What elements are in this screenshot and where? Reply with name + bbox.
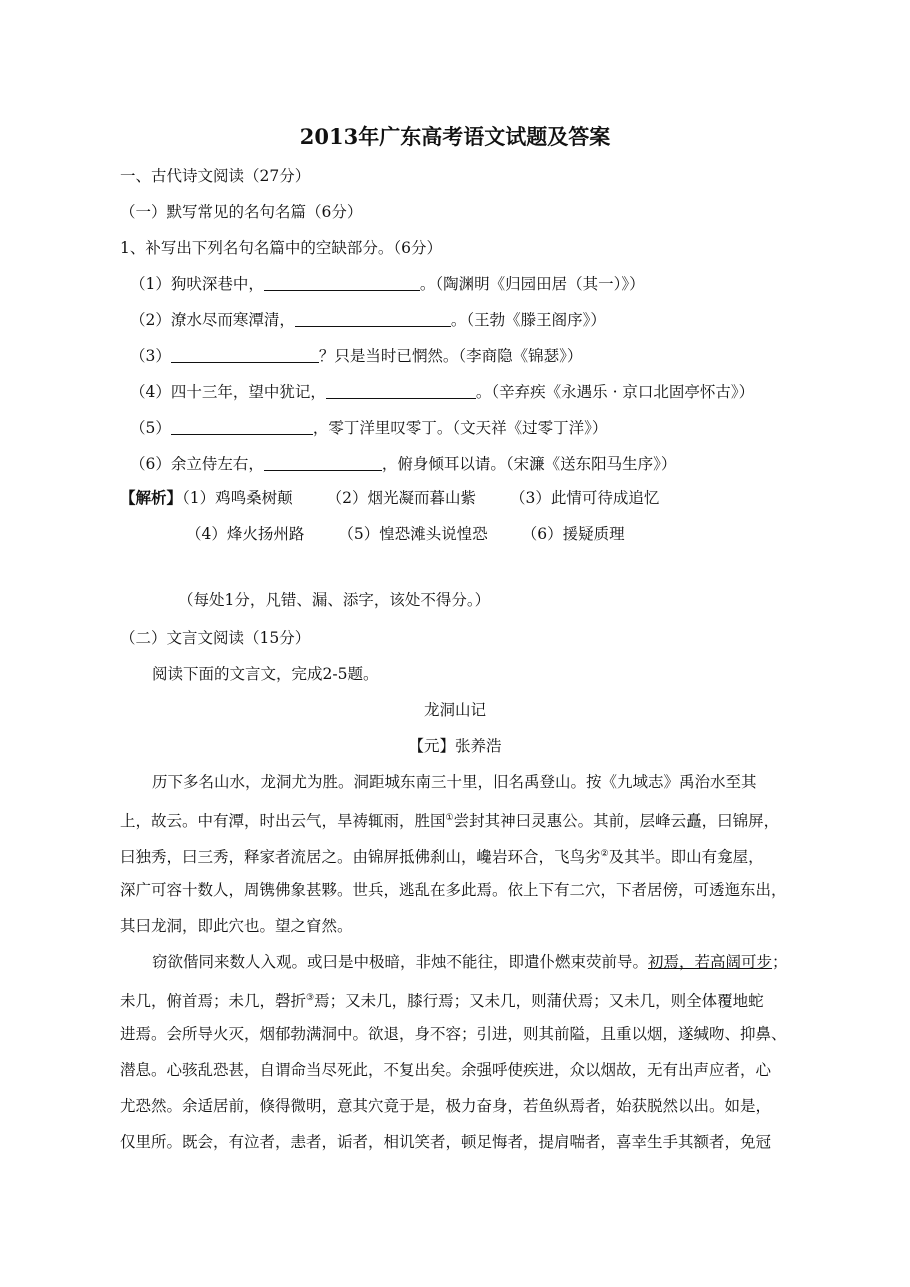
fill-item-pre: 潦水尽而寒潭清， <box>170 311 295 329</box>
fill-item-number: （5） <box>130 419 171 437</box>
fill-item-pre: 四十三年，望中犹记， <box>170 383 326 401</box>
footnote-marker-1: ① <box>445 813 454 823</box>
footnote-marker-3: ③ <box>306 993 315 1003</box>
answer-item: （6）援疑质理 <box>521 525 625 543</box>
question-1-intro: 1、补写出下列名句名篇中的空缺部分。（6分） <box>120 239 442 257</box>
passage-line: 其曰龙洞，即此穴也。望之窅然。 <box>120 917 353 935</box>
answer-item: （4）烽火扬州路 <box>186 525 305 543</box>
subsection-heading-1: （一）默写常见的名句名篇（6分） <box>120 203 363 221</box>
fill-item-1 <box>130 274 645 294</box>
fill-item-post: ，俯身倾耳以请。（宋濂《送东阳马生序》） <box>381 455 677 473</box>
answer-item: （5）惶恐滩头说惶恐 <box>338 525 488 543</box>
fill-item-post: 。（辛弃疾《永遇乐 · 京口北固亭怀古》） <box>475 383 755 401</box>
page-title: 2013年广东高考语文试题及答案 <box>299 124 611 149</box>
fill-blank <box>171 347 319 363</box>
fill-item-pre: 余立侍左右， <box>170 455 264 473</box>
passage-title: 龙洞山记 <box>423 701 486 719</box>
fill-item-number: （1） <box>130 275 171 293</box>
answer-item: （2）烟光凝而暮山紫 <box>326 489 477 507</box>
scoring-note: （每处1分，凡错、漏、添字，该处不得分。） <box>178 591 491 609</box>
passage-line: 上，故云。中有潭，时出云气，旱祷辄雨，胜国①尝封其神曰灵惠公。其前，层峰云矗，曰锦屏， <box>120 812 780 830</box>
fill-item-3 <box>130 346 582 366</box>
fill-item-post: ？只是当时已惘然。（李商隐《锦瑟》） <box>318 347 583 365</box>
fill-blank <box>171 419 313 435</box>
fill-item-number: （2） <box>130 311 171 329</box>
passage-author: 【元】张养浩 <box>408 737 502 755</box>
passage-line: 尤恐然。余适居前，倏得微明，意其穴竟于是，极力奋身，若鱼纵焉者，始获脱然以出。如是， <box>120 1097 772 1115</box>
answer-item: （3）此情可待成追忆 <box>510 489 660 507</box>
passage-line: 深广可容十数人，周镌佛象甚夥。世兵，逃乱在多此焉。依上下有二穴，下者居傍，可透迤东出， <box>120 881 787 899</box>
fill-blank <box>264 275 420 291</box>
passage-line: 历下多名山水，龙洞尤为胜。洞距城东南三十里，旧名禹登山。按《九域志》禹治水至其 <box>152 773 757 791</box>
fill-item-post: ，零丁洋里叹零丁。（文天祥《过零丁洋》） <box>312 419 608 437</box>
fill-item-number: （6） <box>130 455 171 473</box>
passage-line: 仅里所。既会，有泣者，恚者，诟者，相讥笑者，顿足悔者，提肩喘者，喜幸生手其额者，免冠 <box>120 1133 772 1151</box>
fill-item-pre: 狗吠深巷中， <box>170 275 264 293</box>
passage-line: 窃欲偕同来数人入观。或曰是中极暗，非烛不能往，即遣仆燃束荧前导。初焉，若高阔可步； <box>152 953 788 971</box>
underlined-sentence: 初焉，若高阔可步 <box>648 953 773 971</box>
answer-row-2 <box>186 524 625 544</box>
fill-item-post: 。（王勃《滕王阁序》） <box>450 311 606 329</box>
answer-row-1 <box>120 488 659 508</box>
section-heading-1: 一、古代诗文阅读（27分） <box>120 167 311 185</box>
fill-item-number: （3） <box>130 347 171 365</box>
passage-line: 进焉。会所导火灭，烟郁勃满洞中。欲退，身不容；引进，则其前隘，且重以烟，遂缄吻、抑鼻、 <box>120 1025 787 1043</box>
fill-item-number: （4） <box>130 383 171 401</box>
fill-item-6 <box>130 454 676 474</box>
fill-item-5 <box>130 418 607 438</box>
answer-item: （1）鸡鸣桑树颠 <box>182 489 293 507</box>
fill-blank <box>326 383 476 399</box>
analysis-label: 【解析】 <box>120 488 183 507</box>
fill-blank <box>264 455 382 471</box>
passage-line: 未几，俯首焉；未几，磬折③焉；又未几，膝行焉；又未几，则蒲伏焉；又未几，则全体覆地蛇 <box>120 992 764 1010</box>
fill-item-4 <box>130 382 754 402</box>
fill-item-post: 。（陶渊明《归园田居（其一）》） <box>419 275 645 293</box>
fill-item-2 <box>130 310 606 330</box>
subsection-heading-2: （二）文言文阅读（15分） <box>120 629 311 647</box>
fill-blank <box>295 311 451 327</box>
footnote-marker-2: ② <box>600 849 609 859</box>
passage-line: 潜息。心骇乱恐甚，自谓命当尽死此，不复出矣。余强呼使疾进，众以烟故，无有出声应者，心 <box>120 1061 772 1079</box>
passage-line: 曰独秀，曰三秀，释家者流居之。由锦屏抵佛刹山，巉岩环合，飞鸟劣②及其半。即山有龛屋， <box>120 848 764 866</box>
question-2-intro: 阅读下面的文言文，完成2-5题。 <box>152 665 379 683</box>
